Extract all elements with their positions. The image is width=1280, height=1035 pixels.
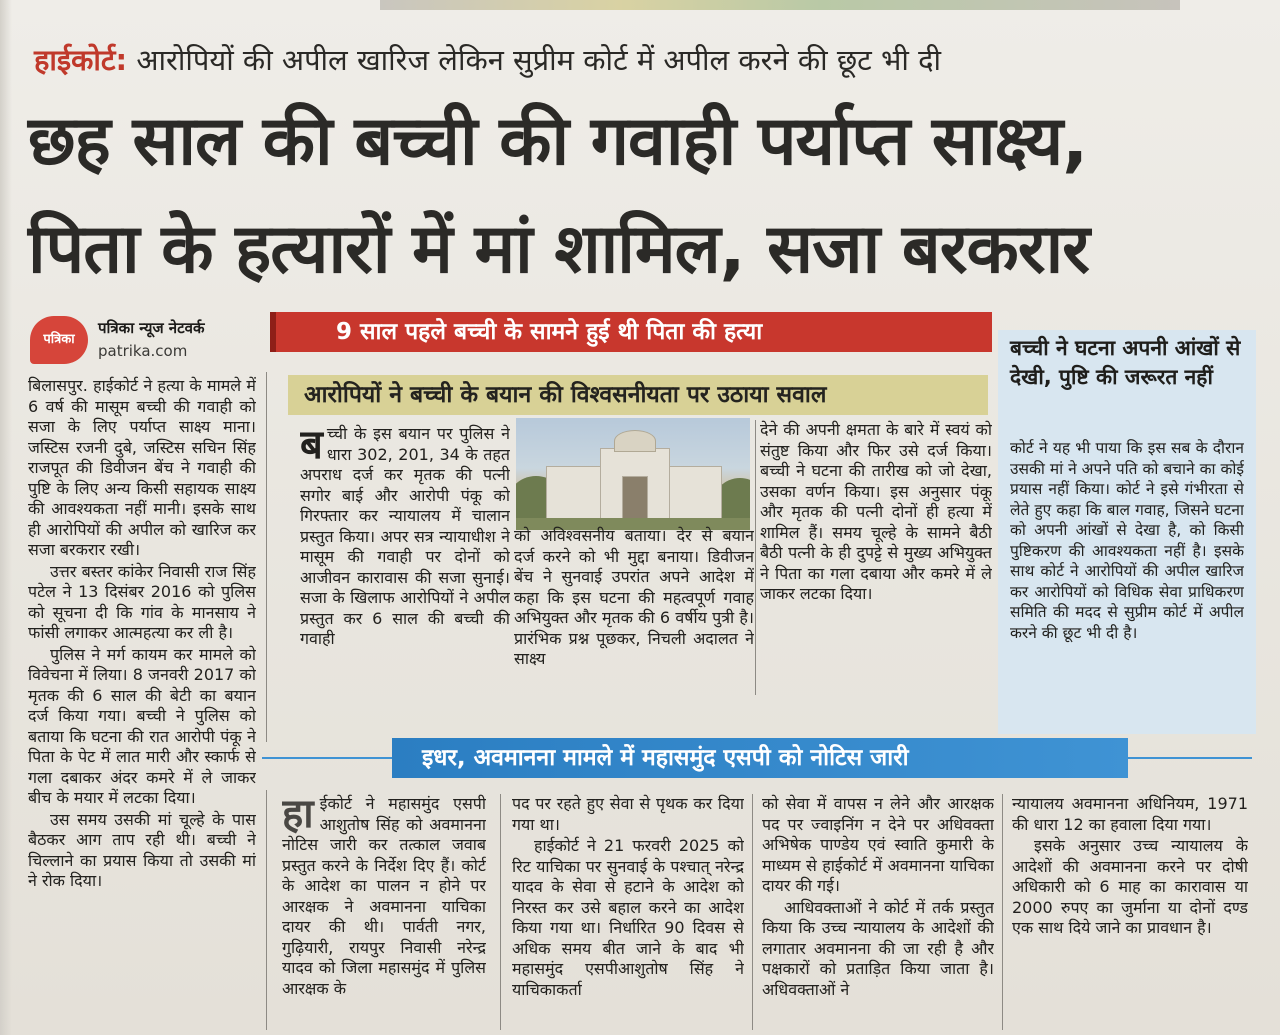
bottom-para-g1: न्यायालय अवमानना अधिनियम, 1971 की धारा 12 का हवाला दिया गया।: [1012, 794, 1248, 834]
bottom-column-e: [512, 794, 744, 1030]
sidebar-title: बच्ची ने घटना अपनी आंखों से देखी, पुष्टि की जरूरत नहीं: [1010, 336, 1241, 389]
kicker-line: [34, 40, 1254, 80]
bottom-column-d: [282, 794, 486, 1030]
bottom-para-e1: पद पर रहते हुए सेवा से पृथक कर दिया गया था।: [512, 794, 744, 834]
patrika-logo-icon: पत्रिका: [30, 316, 88, 364]
column-divider: [755, 420, 756, 695]
bottom-para-e2: हाईकोर्ट ने 21 फरवरी 2025 को रिट याचिका पर सुनवाई के पश्चात् नरेन्द्र यादव के सेवा से हटाने के आदेश को निरस्त कर उसे बहाल करने का आदेश किया गया था। निर्धारित 90 दिवस से अधिक समय बीत जाने के बाद भी महासमुंद एसपीआशुतोष सिंह ने याचिकाकर्ता: [512, 836, 744, 999]
left-para-3: पुलिस ने मर्ग कायम कर मामले को विवेचना में लिया। 8 जनवरी 2017 को मृतक की 6 साल की बेटी का बयान दर्ज किया गया। बच्ची ने पुलिस को बताया कि घटना की रात आरोपी पंकू ने पिता के पेट में लात मारी और स्कार्फ से गला दबाकर अंदर कमरे में ले जाकर बीच के मयार में लटका दिया।: [28, 644, 256, 807]
column-divider: [752, 794, 753, 1030]
red-banner: 9 साल पहले बच्ची के सामने हुई थी पिता की हत्या: [270, 312, 992, 352]
top-color-strip: [380, 0, 1180, 10]
middle-para-b: को अविश्वसनीय बताया। देर से बयान दर्ज करने को भी मुद्दा बनाया। डिवीजन बेंच ने सुनवाई उपरांत अपने आदेश में कहा कि इस घटना की महत्वपूर्ण गवाह अभियुक्त और मृतक की 6 वर्षीय पुत्री है। प्रारंभिक प्रश्न पूछकर, निचली अदालत ने साक्ष्य: [514, 526, 754, 668]
byline-name: पत्रिका न्यूज नेटवर्क: [98, 319, 205, 337]
sidebar-column: [1010, 438, 1244, 728]
kicker-label: हाईकोर्ट:: [34, 43, 128, 77]
middle-column-a: [300, 424, 510, 694]
byline: [30, 312, 270, 368]
byline-url: patrika.com: [98, 342, 188, 360]
column-divider: [1002, 794, 1003, 1030]
middle-column-b: [514, 526, 754, 696]
headline-line-2: पिता के हत्यारों में मां शामिल, सजा बरकरार: [28, 210, 1089, 289]
headline-line-1: छह साल की बच्ची की गवाही पर्याप्त साक्ष्य,: [28, 102, 1088, 181]
left-para-1: बिलासपुर. हाईकोर्ट ने हत्या के मामले में 6 वर्ष की मासूम बच्ची की गवाही को सजा के लिए पर्याप्त साक्ष्य माना। जस्टिस रजनी दुबे, जस्टिस सचिन सिंह राजपूत की डिवीजन बेंच ने गवाही की पुष्टि के लिए अन्य किसी सहायक साक्ष्य की आवश्यकता नहीं मानी। इसके साथ ही आरोपियों की अपील को खारिज कर सजा बरकरार रखी।: [28, 376, 256, 559]
blue-banner: इधर, अवमानना मामले में महासमुंद एसपी को नोटिस जारी: [392, 738, 1128, 778]
bottom-para-f2: आधिवक्ताओं ने कोर्ट में तर्क प्रस्तुत किया कि उच्च न्यायालय के आदेशों की लगातार अवमानना की जा रही है और पक्षकारों को प्रताड़ित किया जाता है। अधिवक्ताओं ने: [762, 897, 994, 999]
middle-para-a: च्ची के इस बयान पर पुलिस ने धारा 302, 201, 34 के तहत अपराध दर्ज कर मृतक की पत्नी सगोर बाई और आरोपी पंकू को गिरफ्तार कर न्यायालय में चालान प्रस्तुत किया। अपर सत्र न्यायाधीश ने मासूम की गवाही पर दोनों को आजीवन कारावास की सजा सुनाई। सजा के खिलाफ आरोपियों ने अपील प्रस्तुत कर 6 साल की बच्ची की गवाही: [300, 424, 510, 648]
sidebar-para: कोर्ट ने यह भी पाया कि इस सब के दौरान उसकी मां ने अपने पति को बचाने का कोई प्रयास नहीं किया। कोर्ट ने इसे गंभीरता से लेते हुए कहा कि बाल गवाह, जिसने घटना को अपनी आंखों से देखा है, को किसी पुष्टिकरण की आवश्यकता नहीं है। इसके साथ कोर्ट ने आरोपियों की अपील खारिज कर आरोपियों को विधिक सेवा प्राधिकरण समिति की मदद से सुप्रीम कोर्ट में अपील करने की छूट भी दी है।: [1010, 439, 1244, 642]
left-para-4: उस समय उसकी मां चूल्हे के पास बैठकर आग ताप रही थी। बच्ची ने चिल्लाने का प्रयास किया तो उसकी मां ने रोक दिया।: [28, 809, 256, 890]
sub-banner: आरोपियों ने बच्ची के बयान की विश्वसनीयता पर उठाया सवाल: [288, 375, 988, 415]
column-divider: [500, 794, 501, 1030]
page-edge-shadow: [0, 0, 12, 1035]
bottom-column-f: [762, 794, 994, 1030]
bottom-para-d: ईकोर्ट ने महासमुंद एसपी आशुतोष सिंह को अवमानना नोटिस जारी कर तत्काल जवाब प्रस्तुत करने के निर्देश दिए हैं। कोर्ट के आदेश का पालन न होने पर आरक्षक ने अवमानना याचिका दायर की थी। पार्वती नगर, गुढ़ियारी, रायपुर निवासी नरेन्द्र यादव को जिला महासमुंद में पुलिस आरक्षक के: [282, 794, 486, 998]
kicker-text: आरोपियों की अपील खारिज लेकिन सुप्रीम कोर्ट में अपील करने की छूट भी दी: [127, 43, 942, 77]
left-para-2: उत्तर बस्तर कांकेर निवासी राज सिंह पटेल ने 13 दिसंबर 2016 को पुलिस को सूचना दी कि गांव के मानसाय ने फांसी लगाकर आत्महत्या कर ली है।: [28, 561, 256, 642]
bottom-column-g: [1012, 794, 1248, 1030]
bottom-para-f1: को सेवा में वापस न लेने और आरक्षक पद पर ज्वाइनिंग न देने पर अधिवक्ता अभिषेक पाण्डेय एवं स्वाति कुमारी के माध्यम से हाईकोर्ट में अवमानना याचिका दायर की गई।: [762, 794, 994, 895]
high-court-photo: [516, 418, 750, 530]
column-divider: [266, 372, 267, 742]
middle-para-c: देने की अपनी क्षमता के बारे में स्वयं को संतुष्ट किया और फिर उसे दर्ज किया। बच्ची ने घटना की तारीख को जो देखा, उसका वर्णन किया। इस अनुसार पंकू और मृतक की पत्नी दोनों ही हत्या में शामिल हैं। समय चूल्हे के सामने बैठी बैठी पत्नी के ही दुपट्टे से मुख्य अभियुक्त ने पिता का गला दबाया और कमरे में ले जाकर लटका दिया।: [760, 420, 992, 603]
column-divider: [266, 790, 267, 1030]
left-column: [28, 376, 256, 1016]
dropcap: हा: [282, 794, 314, 837]
dropcap: ब: [300, 424, 323, 468]
middle-column-c: [760, 420, 992, 695]
bottom-para-g2: इसके अनुसार उच्च न्यायालय के आदेशों की अवमानना करने पर दोषी अधिकारी को 6 माह का कारावास या 2000 रुपए का जुर्माना या दोनों दण्ड एक साथ दिये जाने का प्रावधान है।: [1012, 836, 1248, 937]
